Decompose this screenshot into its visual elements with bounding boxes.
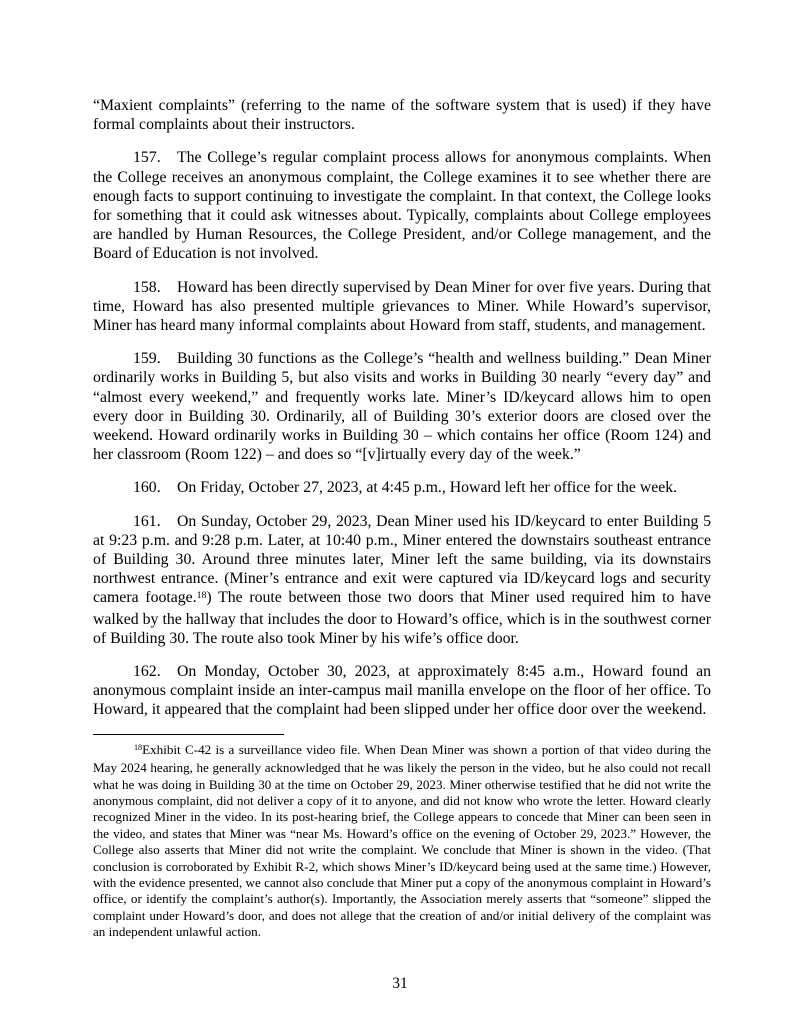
paragraph-number: 159. xyxy=(133,350,161,368)
paragraph-text: “Maxient complaints” (referring to the name of the software system that is used) if they have formal complaints about their instructors. xyxy=(93,97,711,134)
paragraph-157 xyxy=(93,148,711,263)
footnote-reference-18: 18 xyxy=(196,590,207,602)
paragraph-number: 162. xyxy=(133,663,161,681)
paragraph-text: The College’s regular complaint process allows for anonymous complaints. When the College receives an anonymous complaint, the College examines it to see whether there are enough facts to support continuing to investigate the complaint. In that context, the College looks for something that it could ask witnesses about. Typically, complaints about College employees are handled by Human Resources, the College President, and/or College management, and the Board of Education is not involved. xyxy=(93,149,711,263)
footnote-text: Exhibit C-42 is a surveillance video file. When Dean Miner was shown a portion of that video during the May 2024 hearing, he generally acknowledged that he was likely the person in the video, but he also could not recall what he was doing in Building 30 at the time on October 29, 2023. Miner otherwise testified that he did not write the anonymous complaint, did not deliver a copy of it to anyone, and did not know who wrote the letter. Howard clearly recognized Miner in the video. In its post-hearing brief, the College appears to concede that Miner can been seen in the video, and states that Miner was “near Ms. Howard’s office on the evening of October 29, 2023.” However, the College also asserts that Miner did not write the complaint. We conclude that Miner is shown in the video. (That conclusion is corroborated by Exhibit R-2, which shows Miner’s ID/keycard being used at the same time.) However, with the evidence presented, we cannot also conclude that Miner put a copy of the anonymous complaint in Howard’s office, or identify the complaint’s author(s). Importantly, the Association merely asserts that “someone” slipped the complaint under Howard’s door, and does not allege that the creation of and/or initial delivery of the complaint was an independent unlawful action. xyxy=(93,741,711,940)
paragraph-text: On Monday, October 30, 2023, at approximately 8:45 a.m., Howard found an anonymous complaint inside an inter-campus mail manilla envelope on the floor of her office. To Howard, it appeared that the complaint had been slipped under her office door over the weekend. xyxy=(93,663,711,719)
paragraph-number: 157. xyxy=(133,149,161,167)
paragraph-161 xyxy=(93,512,711,648)
paragraph-text: Building 30 functions as the College’s “health and wellness building.” Dean Miner ordinarily works in Building 5, but also visits and works in Building 30 nearly “every day” and “almost every weekend,” and frequently works late. Miner’s ID/keycard allows him to open every door in Building 30. Ordinarily, all of Building 30’s exterior doors are closed over the weekend. Howard ordinarily works in Building 30 – which contains her office (Room 124) and her classroom (Room 122) – and does so “[v]irtually every day of the week.” xyxy=(93,350,711,464)
paragraph-text: On Friday, October 27, 2023, at 4:45 p.m., Howard left her office for the week. xyxy=(177,479,678,497)
paragraph-number: 158. xyxy=(133,278,161,296)
page-number: 31 xyxy=(392,975,408,992)
paragraph-number: 161. xyxy=(133,512,161,530)
footnote-number: 18 xyxy=(134,743,143,753)
paragraph-text: On Sunday, October 29, 2023, Dean Miner used his ID/keycard to enter Building 5 at 9:23 p.m. and 9:28 p.m. Later, at 10:40 p.m., Miner entered the downstairs southeast entrance of Building 30. Around three minutes later, Miner left the same building, via its downstairs northwest entrance. (Miner’s entrance and exit were captured via ID/keycard logs and security camera footage. xyxy=(93,512,711,607)
paragraph-160 xyxy=(93,478,711,497)
paragraph-159 xyxy=(93,349,711,464)
paragraph-text-continued: ) The route between those two doors that Miner used required him to have walked by the hallway that includes the door to Howard’s office, which is in the southwest corner of Building 30. The route also took Miner by his wife’s office door. xyxy=(93,589,711,647)
footnote-separator-line xyxy=(93,734,284,735)
paragraph-number: 160. xyxy=(133,479,161,497)
paragraph-intro-continuation xyxy=(93,96,711,134)
paragraph-158 xyxy=(93,278,711,336)
footnote-18 xyxy=(93,742,711,941)
paragraph-162 xyxy=(93,662,711,720)
paragraph-text: Howard has been directly supervised by Dean Miner for over five years. During that time, Howard has also presented multiple grievances to Miner. While Howard’s supervisor, Miner has heard many informal complaints about Howard from staff, students, and management. xyxy=(93,278,711,335)
document-body xyxy=(93,96,711,941)
